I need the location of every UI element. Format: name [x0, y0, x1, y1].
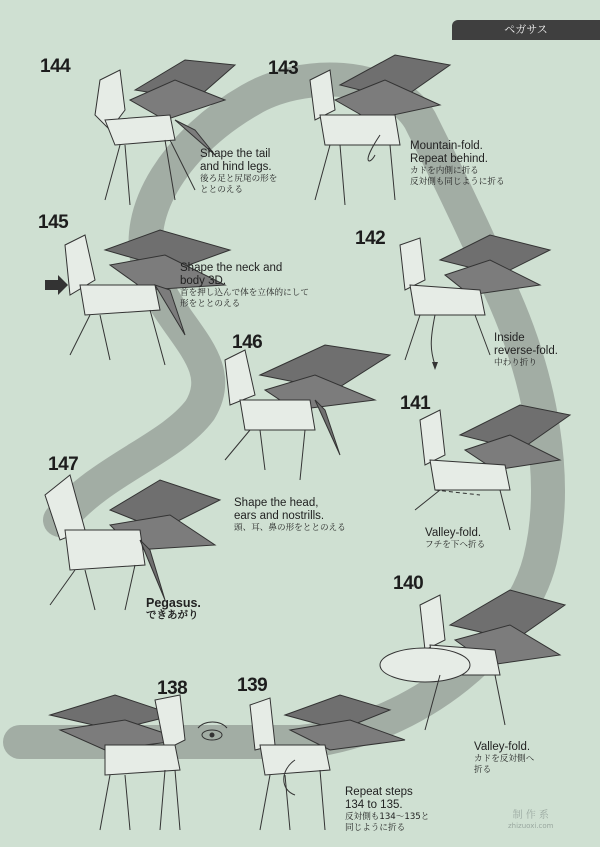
pegasus-figure-146 [225, 345, 390, 480]
step-number: 146 [232, 332, 263, 353]
pegasus-figure-138 [50, 695, 185, 830]
section-tab: ペガサス [452, 20, 600, 40]
step-number: 143 [268, 58, 299, 79]
step-caption: Valley-fold. フチを下へ折る [425, 527, 486, 550]
step-number: 144 [40, 56, 71, 77]
pegasus-figure-147 [45, 475, 220, 610]
step-number: 145 [38, 212, 69, 233]
push-arrow-icon [45, 275, 68, 295]
step-caption: Shape the neck and body 3D. 首を押し込んで体を立体的にして 形をととのえる [180, 262, 309, 309]
step-caption: Shape the tail and hind legs. 後ろ足と尻尾の形を ととのえる [200, 148, 278, 195]
step-number: 138 [157, 678, 188, 699]
step-number: 142 [355, 228, 386, 249]
step-number: 139 [237, 675, 268, 696]
step-caption: Repeat steps 134 to 135. 反対側も134〜135と 同じように折る [345, 786, 430, 833]
step-number: 140 [393, 573, 424, 594]
step-caption: Mountain-fold. Repeat behind. カドを内側に折る 反対側も同じように折る [410, 140, 505, 187]
final-caption: Pegasus. できあがり [146, 596, 201, 621]
step-number: 141 [400, 393, 431, 414]
step-caption: Inside reverse-fold. 中わり折り [494, 332, 558, 368]
step-number: 147 [48, 454, 79, 475]
step-caption: Valley-fold. カドを反対側へ 折る [474, 741, 535, 775]
step-caption: Shape the head, ears and nostrills. 頭、耳、鼻の形をととのえる [234, 497, 346, 533]
watermark: 制 作 系 zhizuoxi.com [508, 810, 554, 830]
